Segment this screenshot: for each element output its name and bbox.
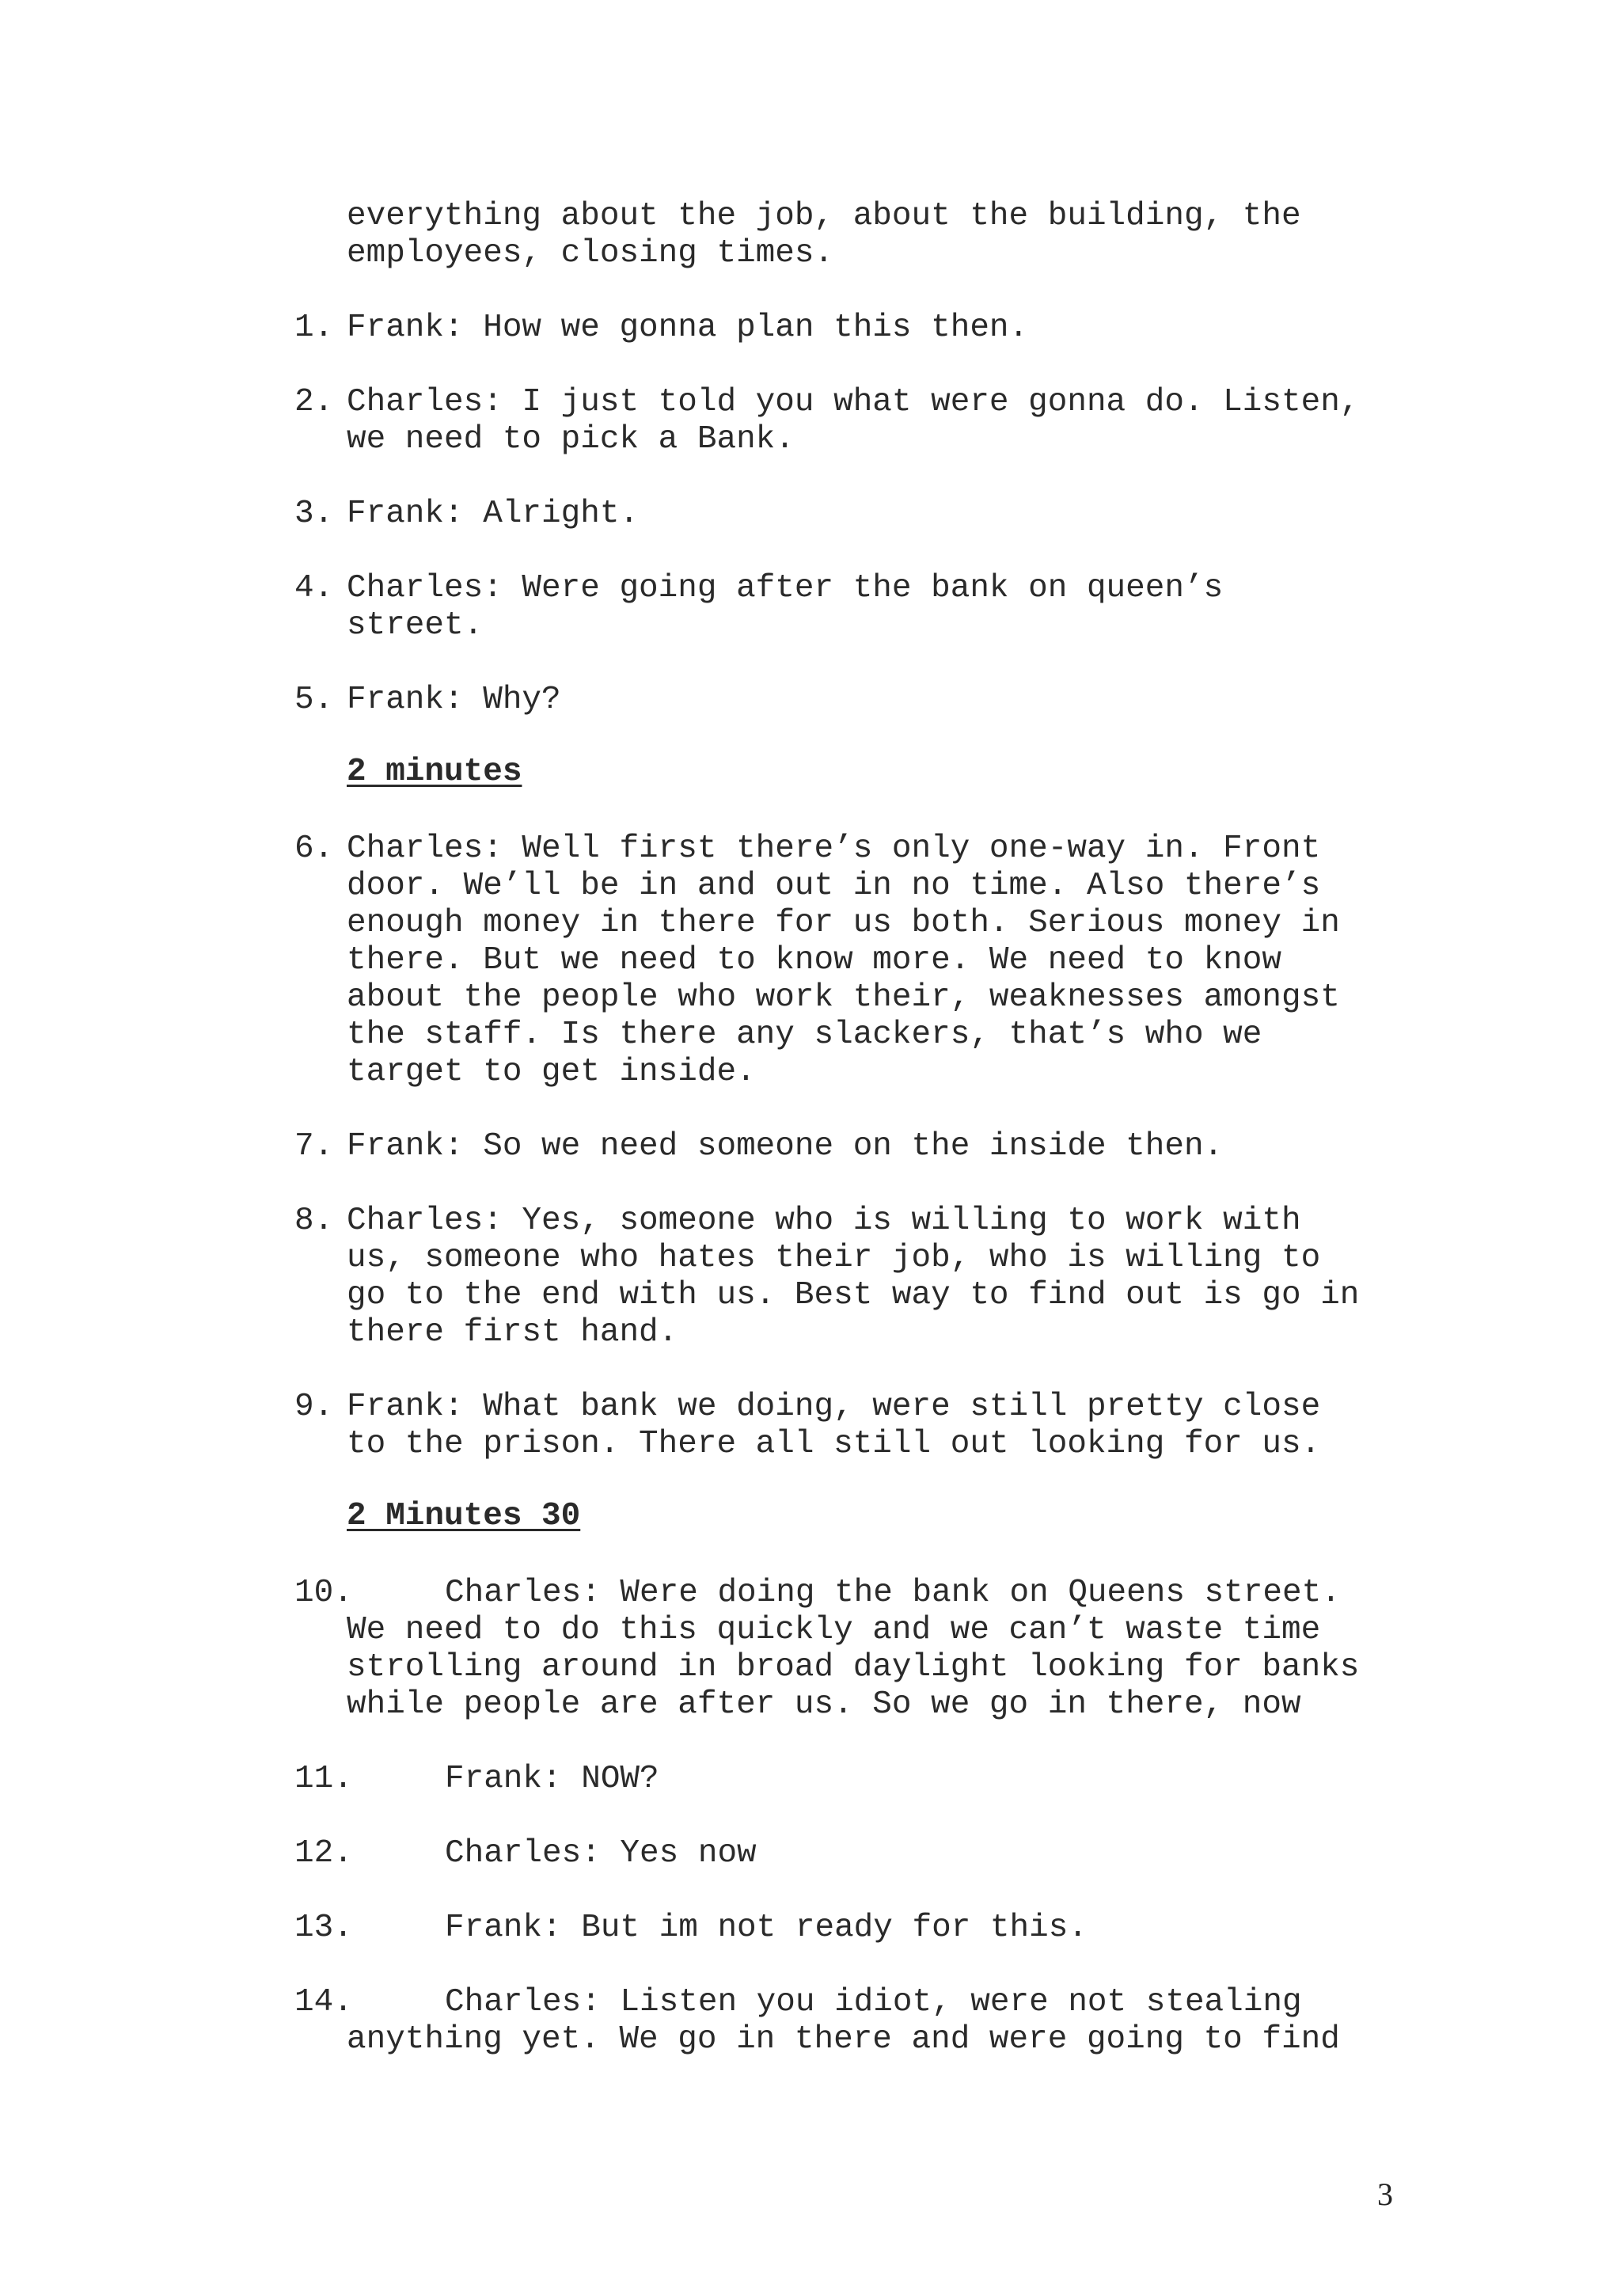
text-line: Frank: But im not ready for this.	[445, 1910, 1088, 1946]
text-line: Frank: Alright.	[347, 496, 640, 532]
text-line: Charles: Yes now	[445, 1835, 757, 1872]
dialogue-item-10	[294, 1575, 1395, 1724]
item-number: 7.	[294, 1128, 334, 1165]
text-line: target to get inside.	[347, 1054, 756, 1090]
text-line: enough money in there for us both. Serious money in	[347, 905, 1340, 941]
item-number: 10.	[294, 1575, 353, 1611]
text-line: everything about the job, about the building, the	[347, 198, 1301, 234]
text-line: Charles: Were doing the bank on Queens street.	[445, 1575, 1341, 1611]
text-line: there. But we need to know more. We need to know	[347, 942, 1281, 979]
text-line: Charles: Were going after the bank on queen’s	[347, 570, 1224, 606]
text-line: we need to pick a Bank.	[347, 421, 795, 458]
text-line: Frank: NOW?	[445, 1761, 659, 1797]
item-number: 4.	[294, 570, 334, 606]
item-number: 12.	[294, 1835, 353, 1872]
item-number: 3.	[294, 496, 334, 532]
text-line: door. We’ll be in and out in no time. Also there’s	[347, 868, 1321, 904]
intro-paragraph	[294, 198, 1395, 272]
dialogue-item-1	[294, 310, 1395, 347]
dialogue-item-6	[294, 831, 1395, 1091]
text-line: Charles: I just told you what were gonna do. Listen,	[347, 384, 1360, 420]
item-number: 13.	[294, 1910, 353, 1946]
item-number: 2.	[294, 384, 334, 420]
text-line: Frank: What bank we doing, were still pretty close	[347, 1389, 1321, 1425]
dialogue-item-14	[294, 1984, 1395, 2058]
text-line: Frank: Why?	[347, 682, 561, 718]
dialogue-item-8	[294, 1203, 1395, 1351]
dialogue-item-12	[294, 1835, 1395, 1872]
text-line: street.	[347, 607, 484, 644]
text-line: Frank: So we need someone on the inside then.	[347, 1128, 1224, 1165]
dialogue-item-3	[294, 496, 1395, 533]
text-line: there first hand.	[347, 1314, 678, 1351]
text-line: go to the end with us. Best way to find out is go in	[347, 1277, 1360, 1313]
text-line: Charles: Yes, someone who is willing to work with	[347, 1203, 1301, 1239]
page-number: 3	[1377, 2176, 1393, 2212]
dialogue-item-9	[294, 1389, 1395, 1463]
dialogue-item-7	[294, 1128, 1395, 1165]
text-line: strolling around in broad daylight looking for banks	[347, 1649, 1360, 1686]
dialogue-item-2	[294, 384, 1395, 458]
script-body	[294, 198, 1395, 2096]
item-number: 8.	[294, 1203, 334, 1239]
text-line: Frank: How we gonna plan this then.	[347, 310, 1029, 346]
text-line: to the prison. There all still out looking for us.	[347, 1426, 1321, 1462]
item-number: 9.	[294, 1389, 334, 1425]
text-line: the staff. Is there any slackers, that’s who we	[347, 1017, 1262, 1053]
text-line: Charles: Listen you idiot, were not stealing	[445, 1984, 1302, 2020]
text-line: Charles: Well first there’s only one-way in. Front	[347, 831, 1321, 867]
dialogue-item-11	[294, 1761, 1395, 1798]
item-number: 6.	[294, 831, 334, 867]
item-number: 14.	[294, 1984, 353, 2020]
item-number: 5.	[294, 682, 334, 718]
section-heading-time: 2 minutes	[347, 754, 522, 790]
text-line: while people are after us. So we go in there, now	[347, 1686, 1301, 1723]
text-line: about the people who work their, weaknesses amongst	[347, 979, 1340, 1016]
item-number: 11.	[294, 1761, 353, 1797]
dialogue-item-5	[294, 682, 1395, 719]
text-line: employees, closing times.	[347, 235, 834, 272]
dialogue-item-4	[294, 570, 1395, 644]
text-line: us, someone who hates their job, who is willing to	[347, 1240, 1321, 1276]
text-line: We need to do this quickly and we can’t waste time	[347, 1612, 1321, 1648]
dialogue-item-13	[294, 1910, 1395, 1947]
section-heading-time: 2 Minutes 30	[347, 1498, 581, 1534]
item-number: 1.	[294, 310, 334, 346]
text-line: anything yet. We go in there and were going to find	[347, 2021, 1340, 2058]
